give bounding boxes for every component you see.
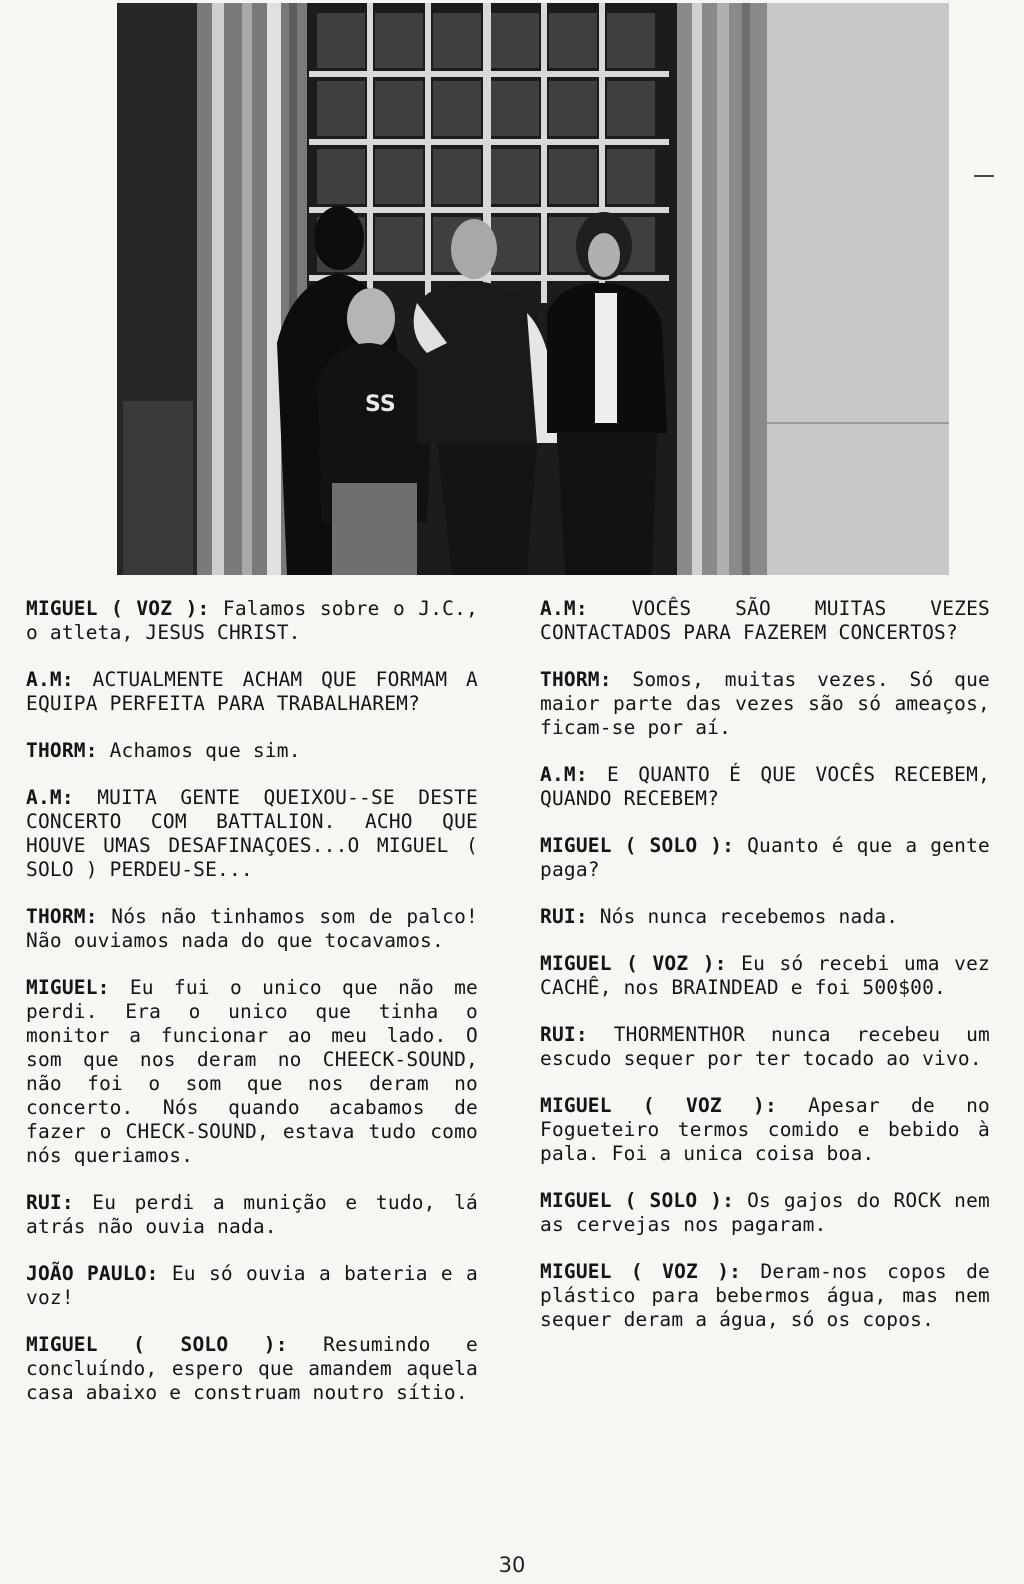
speaker-label: MIGUEL ( VOZ ):	[540, 952, 727, 975]
speaker-label: A.M:	[26, 786, 74, 809]
entry-text: Eu só ouvia a bateria e a voz!	[26, 1262, 478, 1309]
entry-text: Nós nunca recebemos nada.	[599, 905, 899, 928]
page-number: 30	[498, 1553, 526, 1577]
interview-entry	[540, 952, 990, 1000]
speaker-label: MIGUEL ( VOZ ):	[540, 1260, 742, 1283]
speaker-label: A.M:	[540, 597, 588, 620]
entry-text: Apesar de no Fogueteiro termos comido e bebido à pala. Foi a unica coisa boa.	[540, 1094, 990, 1165]
left-column	[26, 597, 478, 1428]
entry-text: Eu perdi a munição e tudo, lá atrás não ouvia nada.	[26, 1191, 478, 1238]
interview-entry	[540, 597, 990, 645]
interview-entry	[26, 1262, 478, 1310]
interview-entry	[26, 786, 478, 882]
entry-text: Quanto é que a gente paga?	[540, 834, 990, 881]
right-column	[540, 597, 990, 1355]
interview-entry	[540, 1023, 990, 1071]
entry-text: Somos, muitas vezes. Só que maior parte das vezes são só ameaços, ficam-se por aí.	[540, 668, 990, 739]
entry-text: Eu só recebi uma vez CACHÊ, nos BRAINDEAD e foi 500$00.	[540, 952, 990, 999]
entry-text: Nós não tinhamos som de palco! Não ouviamos nada do que tocavamos.	[26, 905, 478, 952]
shirt-print: SS	[365, 392, 396, 417]
band-members	[277, 206, 667, 575]
margin-mark	[974, 175, 994, 177]
speaker-label: RUI:	[540, 905, 588, 928]
interview-entry	[540, 834, 990, 882]
interview-entry	[540, 1260, 990, 1332]
entry-text: Falamos sobre o J.C., o atleta, JESUS CHRIST.	[26, 597, 478, 644]
speaker-label: MIGUEL ( SOLO ):	[540, 1189, 735, 1212]
speaker-label: A.M:	[26, 668, 74, 691]
entry-text: THORMENTHOR nunca recebeu um escudo sequer por ter tocado ao vivo.	[540, 1023, 990, 1070]
interview-entry	[540, 763, 990, 811]
speaker-label: RUI:	[26, 1191, 74, 1214]
speaker-label: JOÃO PAULO:	[26, 1262, 159, 1285]
speaker-label: THORM:	[540, 668, 612, 691]
interview-entry	[540, 1094, 990, 1166]
band-photo-illustration	[117, 3, 949, 575]
speaker-label: MIGUEL ( VOZ ):	[26, 597, 210, 620]
speaker-label: THORM:	[26, 739, 98, 762]
interview-entry	[26, 668, 478, 716]
speaker-label: THORM:	[26, 905, 98, 928]
entry-text: VOCÊS SÃO MUITAS VEZES CONTACTADOS PARA FAZEREM CONCERTOS?	[540, 597, 990, 644]
interview-entry	[26, 1333, 478, 1405]
entry-text: Resumindo e concluíndo, espero que amandem aquela casa abaixo e construam noutro sítio.	[26, 1333, 478, 1404]
interview-entry	[26, 1191, 478, 1239]
speaker-label: MIGUEL:	[26, 976, 110, 999]
speaker-label: MIGUEL ( SOLO ):	[540, 834, 735, 857]
entry-text: ACTUALMENTE ACHAM QUE FORMAM A EQUIPA PERFEITA PARA TRABALHAREM?	[26, 668, 478, 715]
interview-entry	[26, 976, 478, 1168]
interview-entry	[540, 905, 990, 929]
entry-text: MUITA GENTE QUEIXOU--SE DESTE CONCERTO COM BATTALION. ACHO QUE HOUVE UMAS DESAFINAÇOES...O MIGUEL ( SOLO ) PERDEU-SE...	[26, 786, 478, 881]
interview-entry	[26, 739, 478, 763]
band-photo	[117, 3, 949, 575]
entry-text: E QUANTO É QUE VOCÊS RECEBEM, QUANDO RECEBEM?	[540, 763, 990, 810]
speaker-label: A.M:	[540, 763, 588, 786]
speaker-label: RUI:	[540, 1023, 588, 1046]
entry-text: Achamos que sim.	[109, 739, 301, 762]
speaker-label: MIGUEL ( SOLO ):	[26, 1333, 288, 1356]
interview-entry	[26, 905, 478, 953]
entry-text: Os gajos do ROCK nem as cervejas nos pagaram.	[540, 1189, 990, 1236]
entry-text: Deram-nos copos de plástico para bebermos água, mas nem sequer deram a água, só os copos.	[540, 1260, 990, 1331]
interview-entry	[540, 668, 990, 740]
entry-text: Eu fui o unico que não me perdi. Era o unico que tinha o monitor a funcionar ao meu lado. O som que nos deram no CHEECK-SOUND, não foi o som que nos deram no concerto. Nós quando acabamos de fazer o CHECK-SOUND, estava tudo como nós queriamos.	[26, 976, 479, 1167]
speaker-label: MIGUEL ( VOZ ):	[540, 1094, 777, 1117]
interview-entry	[540, 1189, 990, 1237]
interview-entry	[26, 597, 478, 645]
